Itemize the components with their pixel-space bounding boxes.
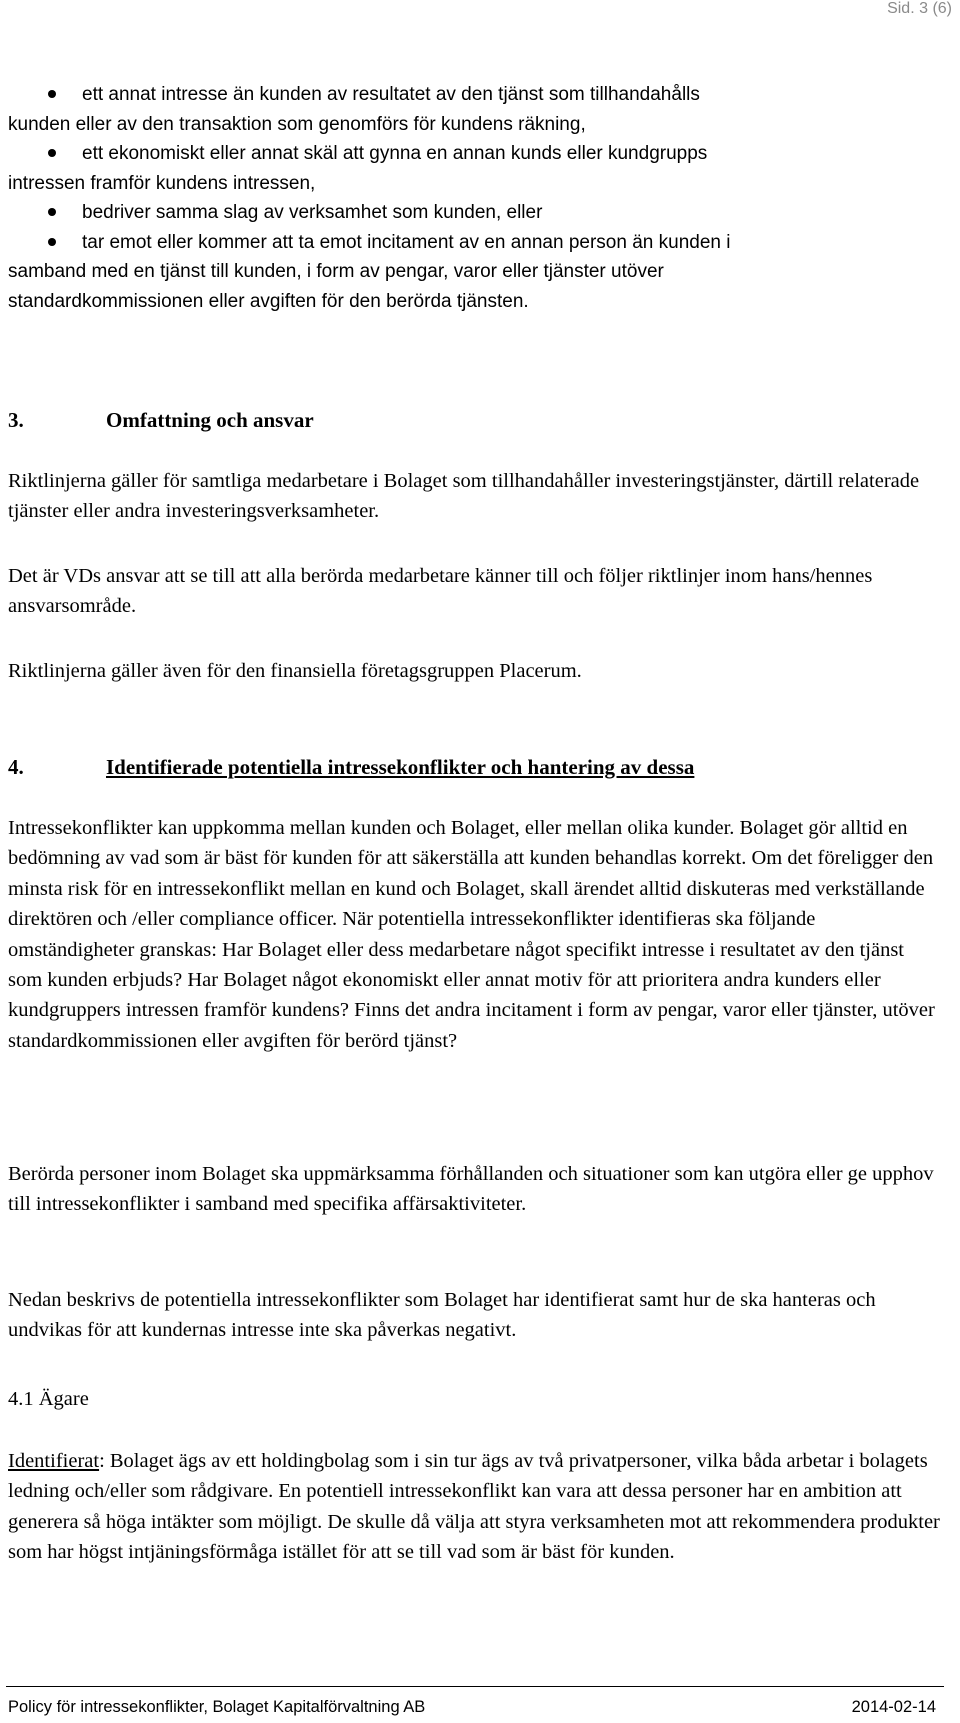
bullet-continuation: kunden eller av den transaktion som genomförs för kundens räkning,	[8, 113, 586, 135]
bullet-continuation: standardkommissionen eller avgiften för den berörda tjänsten.	[8, 290, 529, 312]
bullet-list	[8, 80, 934, 316]
paragraph: Riktlinjerna gäller även för den finansiella företagsgruppen Placerum.	[8, 660, 582, 682]
bullet-text: ett annat intresse än kunden av resultatet av den tjänst som tillhandahålls	[82, 84, 700, 105]
paragraph: Nedan beskrivs de potentiella intressekonflikter som Bolaget har identifierat samt hur de ska hanteras och undvikas för att kundernas intresse inte ska påverkas negativt.	[8, 1289, 876, 1342]
section-number: 4.	[8, 755, 24, 779]
label-identifierat: Identifierat	[8, 1450, 100, 1472]
bullet-text: tar emot eller kommer att ta emot incitament av en annan person än kunden i	[82, 231, 731, 253]
paragraph	[8, 1446, 943, 1568]
bullet-continuation: samband med en tjänst till kunden, i form av pengar, varor eller tjänster utöver	[8, 261, 664, 282]
paragraph: Berörda personer inom Bolaget ska uppmärksamma förhållanden och situationer som kan utgöra eller ge upphov till intressekonflikter i samband med specifika affärsaktiviteter.	[8, 1163, 934, 1216]
footer-divider	[6, 1686, 944, 1687]
bullet-continuation: intressen framför kundens intressen,	[8, 172, 316, 194]
paragraph: Intressekonflikter kan uppkomma mellan kunden och Bolaget, eller mellan olika kunder. Bolaget gör alltid en bedömning av vad som är bäst för kunden för att säkerställa att kunden behandlas korrekt. Om det föreligger den minsta risk för en intressekonflikt mellan en kund och Bolaget, skall ärendet alltid diskuteras med verkställande direktören och /eller compliance officer. När potentiella intressekonflikter identifieras ska följande omständigheter granskas: Har Bolaget eller dess medarbetare något specifikt intresse i resultatet av den tjänst som kunden erbjuds? Har Bolaget något ekonomiskt eller annat motiv för att prioritera andra kunders eller kundgruppers intressen framför kundens? Finns det andra incitament i form av pengar, varor eller tjänster, utöver standardkommissionen eller avgiften för berörd tjänst?	[8, 817, 935, 1052]
bullet-text: ett ekonomiskt eller annat skäl att gynna en annan kunds eller kundgrupps	[82, 143, 708, 164]
subsection-heading: 4.1 Ägare	[8, 1388, 89, 1410]
bullet-text: bedriver samma slag av verksamhet som kunden, eller	[82, 202, 543, 223]
section-3-heading	[8, 406, 314, 434]
section-title: Omfattning och ansvar	[106, 408, 314, 432]
section-number: 3.	[8, 408, 24, 432]
footer-title: Policy för intressekonflikter, Bolaget Kapitalförvaltning AB	[8, 1698, 426, 1716]
section-title: Identifierade potentiella intressekonflikter och hantering av dessa	[106, 755, 695, 779]
paragraph-text: : Bolaget ägs av ett holdingbolag som i sin tur ägs av två privatpersoner, vilka båda arbetar i bolagets ledning och/eller som rådgivare. En potentiell intressekonflikt kan vara att dessa personer har en ambition att generera så höga intäkter som möjligt. De skulle då välja att styra verksamheten mot att rekommendera produkter som har högst intjäningsförmåga istället för att se till vad som är bäst för kunden.	[8, 1450, 940, 1564]
list-item	[8, 139, 934, 169]
list-item	[8, 228, 934, 258]
section-4-heading	[8, 753, 694, 781]
footer-date: 2014-02-14	[851, 1698, 936, 1716]
paragraph: Det är VDs ansvar att se till att alla berörda medarbetare känner till och följer riktlinjer inom hans/hennes ansvarsområde.	[8, 565, 873, 618]
bullet-icon	[48, 149, 56, 157]
paragraph: Riktlinjerna gäller för samtliga medarbetare i Bolaget som tillhandahåller investeringstjänster, därtill relaterade tjänster eller andra investeringsverksamheter.	[8, 470, 920, 523]
bullet-icon	[48, 90, 56, 98]
list-item	[8, 80, 934, 110]
bullet-icon	[48, 208, 56, 216]
bullet-icon	[48, 238, 56, 246]
page-number: Sid. 3 (6)	[887, 0, 952, 17]
list-item	[8, 198, 934, 228]
